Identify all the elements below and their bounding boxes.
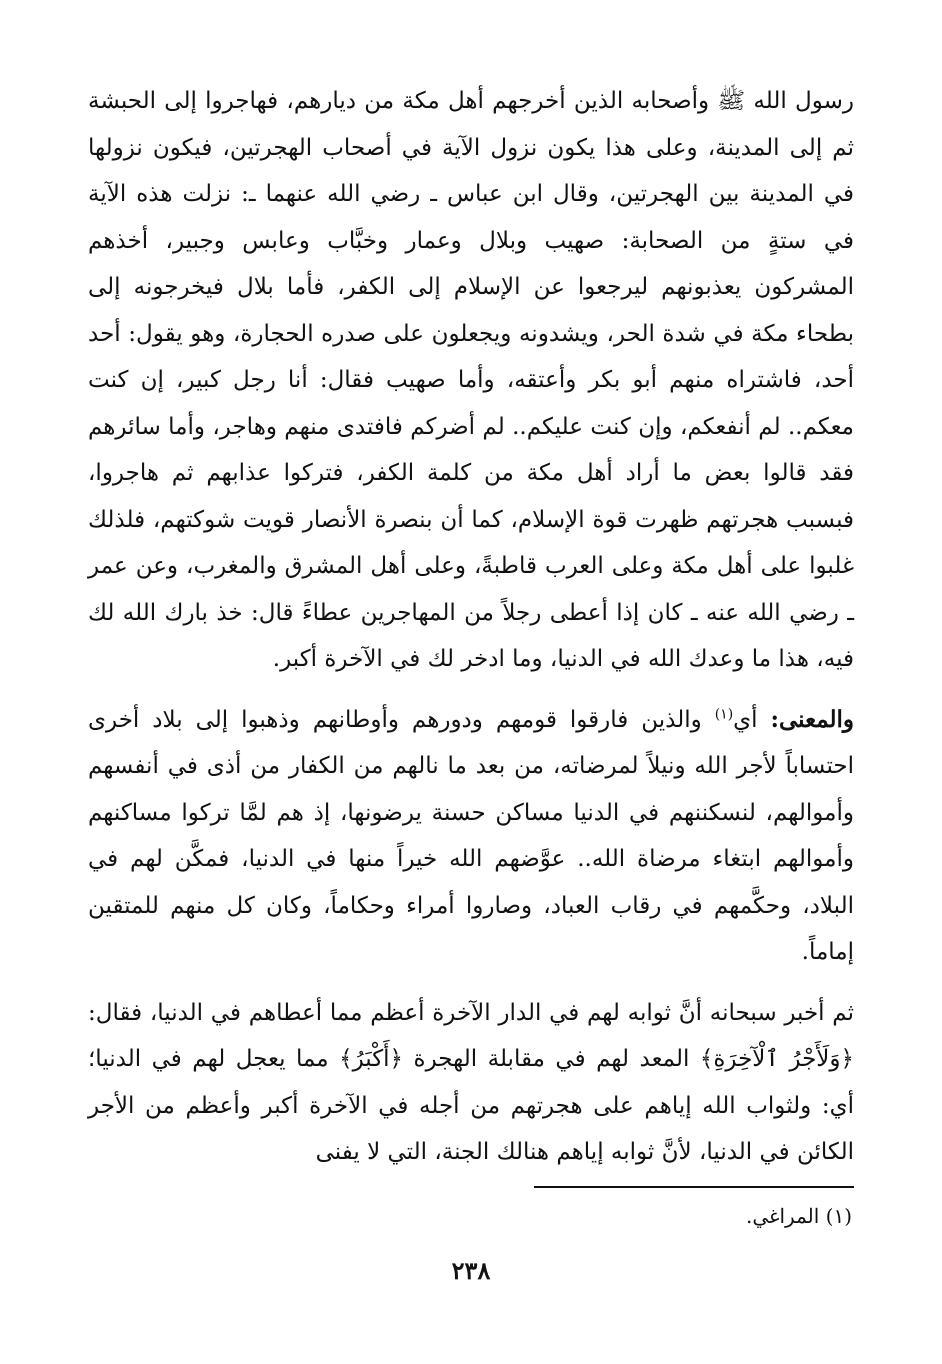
paragraph-3: ثم أخبر سبحانه أنَّ ثوابه لهم في الدار الآخرة أعظم مما أعطاهم في الدنيا، فقال: ﴿وَلَأَجْرُ ٱلْآخِرَةِ﴾ المعد لهم في مقابلة الهجرة ﴿أَكْبَرُ﴾ مما يعجل لهم في الدنيا؛ أي: ولثواب الله إياهم على هجرتهم من أجله في الآخرة أكبر وأعظم من الأجر الكائن في الدنيا، لأنَّ ثوابه إياهم هنالك الجنة، التي لا يفنى — [88, 999, 854, 1165]
paragraph-2-rest: والذين فارقوا قومهم ودورهم وأوطانهم وذهبوا إلى بلاد أخرى احتساباً لأجر الله ونيلاً لمرضاته، من بعد ما نالهم من الكفار من أذى في أنفسهم وأموالهم، لنسكننهم في الدنيا مساكن حسنة يرضونها، إذ هم لمَّا تركوا مساكنهم وأموالهم ابتغاء مرضاة الله.. عوَّضهم الله خيراً منها في الدنيا، فمكَّن لهم في البلاد، وحكَّمهم في رقاب العباد، وصاروا أمراء وحكاماً، وكان كل منهم للمتقين إماماً. — [88, 706, 854, 965]
page-number: ٢٣٨ — [451, 1256, 491, 1285]
paragraph-1: رسول الله ﷺ وأصحابه الذين أخرجهم أهل مكة من ديارهم، فهاجروا إلى الحبشة ثم إلى المدينة، وعلى هذا يكون نزول الآية في أصحاب الهجرتين، فيكون نزولها في المدينة بين الهجرتين، وقال ابن عباس ـ رضي الله عنهما ـ: نزلت هذه الآية في ستةٍ من الصحابة: صهيب وبلال وعمار وخبَّاب وعابس وجبير، أخذهم المشركون يعذبونهم ليرجعوا عن الإسلام إلى الكفر، فأما بلال فيخرجونه إلى بطحاء مكة في شدة الحر، ويشدونه ويجعلون على صدره الحجارة، وهو يقول: أحد أحد، فاشتراه منهم أبو بكر وأعتقه، وأما صهيب فقال: أنا رجل كبير، إن كنت معكم.. لم أنفعكم، وإن كنت عليكم.. لم أضركم فافتدى منهم وهاجر، وأما سائرهم فقد قالوا بعض ما أراد أهل مكة من كلمة الكفر، فتركوا عذابهم ثم هاجروا، فبسبب هجرتهم ظهرت قوة الإسلام، كما أن بنصرة الأنصار قويت شوكتهم، فلذلك غلبوا على أهل مكة وعلى العرب قاطبةً، وعلى أهل المشرق والمغرب، وعن عمر ـ رضي الله عنه ـ كان إذا أعطى رجلاً من المهاجرين عطاءً قال: خذ بارك الله لك فيه، هذا ما وعدك الله في الدنيا، وما ادخر لك في الآخرة أكبر. — [88, 88, 854, 672]
main-text — [88, 78, 854, 1176]
paragraph-2-before-ref: أي — [733, 706, 771, 733]
footnote-reference: (١) — [714, 705, 734, 722]
footnote: (١) المراغي. — [745, 1204, 852, 1228]
paragraph-2-lead: والمعنى: — [770, 705, 854, 733]
footnote-divider — [534, 1186, 854, 1188]
paragraph-2 — [88, 697, 854, 976]
